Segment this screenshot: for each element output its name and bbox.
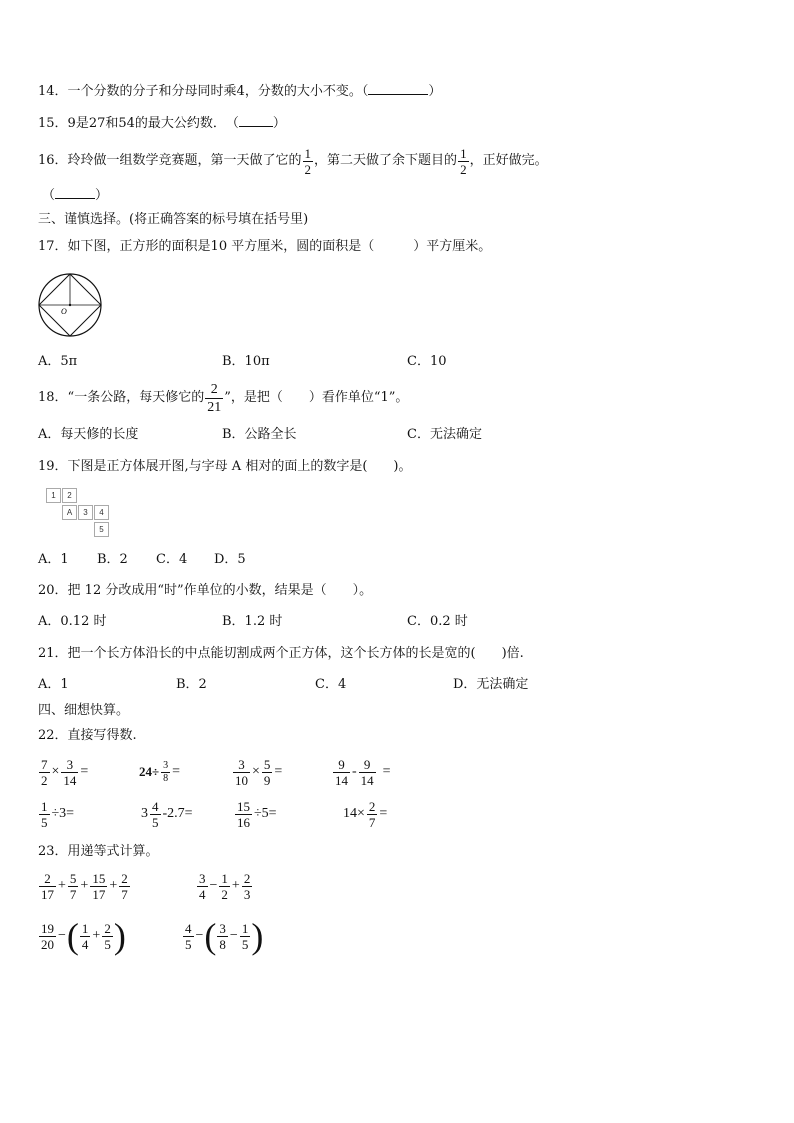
q22-expr-4: $\frac{9}{14}$ - $\frac{9}{14}$ = [335, 756, 391, 788]
net-cell: 1 [46, 488, 61, 503]
q22-expr-2: 24÷ $\frac{3}{8}$ = [139, 759, 181, 784]
question-19: 19．下图是正方体展开图,与字母 A 相对的面上的数字是( )。 [38, 459, 412, 474]
q16-text-a: 16．玲玲做一组数学竞赛题，第一天做了它的 [38, 153, 302, 168]
question-22-title: 22．直接写得数. [38, 728, 137, 743]
q14-close: ） [428, 84, 442, 99]
net-cell: 2 [62, 488, 77, 503]
answer-blank[interactable] [55, 186, 95, 199]
q17-option-a[interactable]: A．5π [38, 354, 78, 369]
q18-option-b[interactable]: B．公路全长 [222, 427, 297, 442]
q18-text-a: 18．“一条公路，每天修它的 [38, 390, 205, 405]
fraction: $\frac{1}{2}$ [304, 145, 312, 177]
section-4-title: 四、细想快算。 [38, 703, 130, 718]
q18-text-b: ”，是把（ ）看作单位“1”。 [224, 390, 409, 405]
question-16 [38, 146, 548, 176]
q14-text: 14．一个分数的分子和分母同时乘4，分数的大小不变。（ [38, 84, 369, 99]
q20-option-c[interactable]: C．0.2 时 [407, 614, 468, 629]
q16-text-b: ，第二天做了余下题目的 [314, 153, 458, 168]
q22-expr-6: 3 $\frac{4}{5}$ -2.7= [141, 798, 193, 830]
answer-blank[interactable] [239, 114, 273, 127]
q19-option-c[interactable]: C．4 [156, 552, 188, 567]
q20-option-b[interactable]: B．1.2 时 [222, 614, 283, 629]
cube-net-figure [46, 488, 116, 540]
section-3-title: 三、谨慎选择。(将正确答案的标号填在括号里) [38, 212, 309, 227]
q21-option-b[interactable]: B．2 [176, 677, 207, 692]
q15-close: ） [272, 116, 286, 131]
question-20: 20．把 12 分改成用“时”作单位的小数，结果是（ ）。 [38, 583, 373, 598]
q20-option-a[interactable]: A．0.12 时 [38, 614, 107, 629]
question-18 [38, 380, 408, 416]
q22-expr-7: $\frac{15}{16}$ ÷5= [237, 798, 277, 830]
net-cell: 3 [78, 505, 93, 520]
question-17: 17．如下图，正方形的面积是10 平方厘米，圆的面积是（ ）平方厘米。 [38, 239, 492, 254]
q23-expr-2: $\frac{3}{4}$ − $\frac{1}{2}$ + $\frac{2}{3}$ [199, 870, 251, 902]
q22-expr-1: $\frac{7}{2}$ × $\frac{3}{14}$ = [41, 756, 89, 788]
question-14 [38, 82, 441, 101]
net-cell: A [62, 505, 77, 520]
center-label: O [61, 307, 67, 316]
q17-option-c[interactable]: C．10 [407, 354, 447, 369]
q21-option-d[interactable]: D．无法确定 [453, 677, 529, 692]
q17-option-b[interactable]: B．10π [222, 354, 270, 369]
q23-expr-4: $\frac{4}{5}$ − ( $\frac{3}{8}$ − $\frac{1}{5}$ ) [185, 916, 264, 956]
q21-option-c[interactable]: C．4 [315, 677, 347, 692]
q18-option-a[interactable]: A．每天修的长度 [38, 427, 139, 442]
q15-text: 15．9是27和54的最大公约数． （ [38, 116, 239, 131]
q23-expr-3: $\frac{19}{20}$ − ( $\frac{1}{4}$ + $\frac{2}{5}$ ) [41, 916, 126, 956]
circle-square-figure [37, 272, 103, 338]
question-15 [38, 114, 286, 133]
question-21: 21．把一个长方体沿长的中点能切割成两个正方体，这个长方体的长是宽的( )倍. [38, 646, 524, 661]
fraction: $\frac{2}{21}$ [207, 381, 222, 415]
q19-option-a[interactable]: A．1 [38, 552, 69, 567]
q22-expr-8: 14× $\frac{2}{7}$ = [343, 798, 388, 830]
q19-option-b[interactable]: B．2 [97, 552, 128, 567]
answer-blank[interactable] [368, 82, 428, 95]
net-cell: 4 [94, 505, 109, 520]
question-23-title: 23．用递等式计算。 [38, 844, 159, 859]
q22-expr-3: $\frac{3}{10}$ × $\frac{5}{9}$ = [235, 756, 283, 788]
q23-expr-1: $\frac{2}{17}$ + $\frac{5}{7}$ + $\frac{15}{17}$ + $\frac{2}{7}$ [41, 870, 128, 902]
q22-expr-5: $\frac{1}{5}$ ÷3= [41, 798, 75, 830]
q18-option-c[interactable]: C．无法确定 [407, 427, 482, 442]
q16-text-c: ，正好做完。 [469, 153, 548, 168]
q21-option-a[interactable]: A．1 [38, 677, 69, 692]
q16-answer-line: （ ） [42, 188, 109, 203]
q19-option-d[interactable]: D．5 [214, 552, 246, 567]
net-cell: 5 [94, 522, 109, 537]
fraction: $\frac{1}{2}$ [460, 145, 467, 177]
